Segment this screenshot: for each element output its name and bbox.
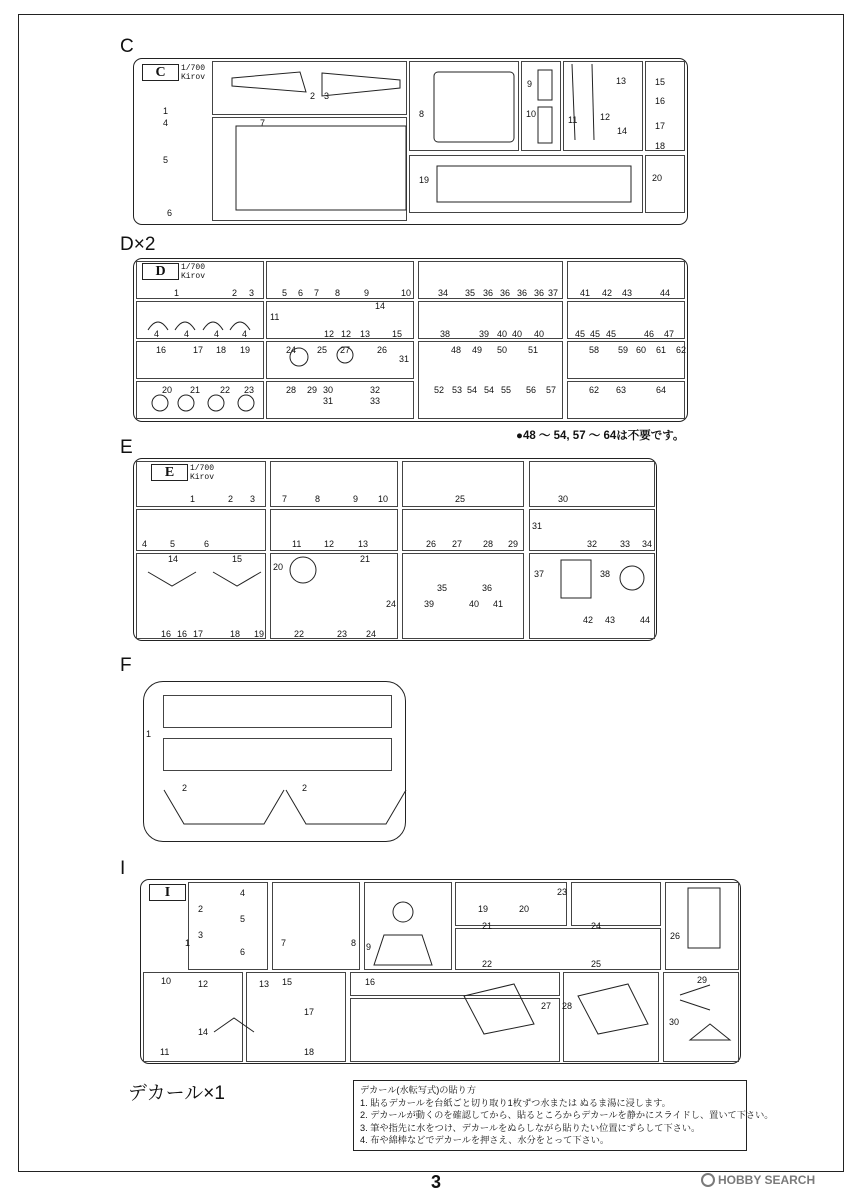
part-number: 3 xyxy=(249,288,255,298)
part-number: 5 xyxy=(170,539,176,549)
part-number: 30 xyxy=(323,385,334,395)
part-number: 43 xyxy=(622,288,633,298)
part-number: 14 xyxy=(198,1027,209,1037)
part-number: 54 xyxy=(467,385,478,395)
part-number: 11 xyxy=(292,539,302,549)
part-number: 4 xyxy=(163,118,169,128)
sprue-i-letter: I xyxy=(120,858,126,879)
part-number: 20 xyxy=(519,904,530,914)
part-number: 15 xyxy=(232,554,243,564)
hull-part-outline xyxy=(232,72,306,92)
part-number: 37 xyxy=(548,288,559,298)
part-number: 4 xyxy=(184,329,190,339)
part-number: 11 xyxy=(568,115,578,125)
part-number: 4 xyxy=(240,888,246,898)
part-number: 1 xyxy=(146,729,152,739)
part-number: 30 xyxy=(558,494,569,504)
part-number: 13 xyxy=(358,539,369,549)
decal-step: 3. 筆や指先に水をつけ、デカールをぬらしながら貼りたい位置にずらして下さい。 xyxy=(360,1122,701,1133)
part-number: 10 xyxy=(401,288,412,298)
sprue-c-tag: C xyxy=(142,64,179,81)
part-number: 9 xyxy=(353,494,359,504)
decal-step: 1. 貼るデカールを台紙ごと切り取り1枚ずつ水または ぬるま湯に浸します。 xyxy=(360,1097,671,1108)
part-number: 2 xyxy=(232,288,238,298)
part-number: 15 xyxy=(282,977,293,987)
watermark: HOBBY SEARCH xyxy=(701,1173,815,1187)
part-number: 1 xyxy=(185,938,191,948)
decal-title: デカール×1 xyxy=(128,1083,225,1104)
part-number: 4 xyxy=(142,539,148,549)
part-number: 15 xyxy=(655,77,666,87)
part-number: 3 xyxy=(198,930,204,940)
part-number: 40 xyxy=(469,599,480,609)
watermark-logo-icon xyxy=(701,1173,715,1187)
part-number: 1 xyxy=(190,494,196,504)
part-number: 29 xyxy=(307,385,318,395)
part-number: 31 xyxy=(323,396,334,406)
part-number: 27 xyxy=(340,345,351,355)
part-number: 25 xyxy=(317,345,328,355)
part-number: 55 xyxy=(501,385,512,395)
part-number: 59 xyxy=(618,345,629,355)
part-number: 62 xyxy=(676,345,687,355)
part-number: 23 xyxy=(244,385,255,395)
part-number: 2 xyxy=(182,783,188,793)
part-number: 14 xyxy=(375,301,386,311)
part-number: 26 xyxy=(377,345,388,355)
part-number: 19 xyxy=(254,629,265,639)
part-number: 35 xyxy=(437,583,448,593)
part-number: 27 xyxy=(541,1001,552,1011)
part-number: 14 xyxy=(617,126,628,136)
part-number: 17 xyxy=(193,629,204,639)
part-number: 42 xyxy=(602,288,613,298)
part-number: 22 xyxy=(482,959,493,969)
part-number: 5 xyxy=(163,155,169,165)
part-number: 46 xyxy=(644,329,655,339)
part-number: 18 xyxy=(230,629,241,639)
part-number: 48 xyxy=(451,345,462,355)
part-number: 2 xyxy=(302,783,308,793)
part-number: 28 xyxy=(286,385,297,395)
part-number: 60 xyxy=(636,345,647,355)
small-part-outline xyxy=(538,107,552,143)
part-number: 9 xyxy=(364,288,370,298)
sprue-d-scale: 1/700 Kirov xyxy=(181,263,206,281)
part-number: 30 xyxy=(669,1017,680,1027)
part-number: 21 xyxy=(482,921,493,931)
part-number: 38 xyxy=(440,329,451,339)
part-number: 58 xyxy=(589,345,600,355)
small-part-outline xyxy=(538,70,552,100)
part-number: 7 xyxy=(314,288,320,298)
part-number: 44 xyxy=(640,615,651,625)
part-number: 7 xyxy=(260,118,266,128)
part-number: 6 xyxy=(167,208,173,218)
part-number: 49 xyxy=(472,345,483,355)
part-number: 39 xyxy=(424,599,435,609)
part-number: 11 xyxy=(270,312,280,322)
hull-part-outline xyxy=(322,73,400,96)
part-number: 10 xyxy=(161,976,172,986)
part-number: 45 xyxy=(606,329,617,339)
part-number: 11 xyxy=(160,1047,170,1057)
part-number: 32 xyxy=(370,385,381,395)
part-number: 7 xyxy=(281,938,287,948)
part-number: 62 xyxy=(589,385,600,395)
sprue-e-letter: E xyxy=(120,437,133,458)
part-number: 7 xyxy=(282,494,288,504)
part-number: 13 xyxy=(360,329,371,339)
part-number: 16 xyxy=(177,629,188,639)
part-number: 18 xyxy=(304,1047,315,1057)
deck-part-outline xyxy=(236,126,406,210)
sprue-i-tag: I xyxy=(149,884,186,901)
part-number: 54 xyxy=(484,385,495,395)
part-number: 40 xyxy=(534,329,545,339)
part-number: 4 xyxy=(154,329,160,339)
part-number: 17 xyxy=(655,121,666,131)
part-number: 15 xyxy=(392,329,403,339)
part-number: 50 xyxy=(497,345,508,355)
part-number: 24 xyxy=(591,921,602,931)
part-number: 13 xyxy=(616,76,627,86)
part-number: 24 xyxy=(366,629,377,639)
part-number: 61 xyxy=(656,345,667,355)
part-number: 33 xyxy=(370,396,381,406)
part-number: 25 xyxy=(591,959,602,969)
part-number: 2 xyxy=(310,91,316,101)
part-number: 2 xyxy=(228,494,234,504)
part-number: 34 xyxy=(438,288,449,298)
part-number: 4 xyxy=(242,329,248,339)
part-number: 20 xyxy=(162,385,173,395)
part-number: 16 xyxy=(365,977,376,987)
part-number: 21 xyxy=(190,385,201,395)
page-number: 3 xyxy=(431,1172,442,1192)
part-number: 36 xyxy=(534,288,545,298)
part-number: 36 xyxy=(500,288,511,298)
part-number: 32 xyxy=(587,539,598,549)
part-number: 34 xyxy=(642,539,653,549)
sprue-e-tag: E xyxy=(151,464,188,481)
part-number: 40 xyxy=(497,329,508,339)
part-number: 43 xyxy=(605,615,616,625)
part-number: 33 xyxy=(620,539,631,549)
part-number: 23 xyxy=(337,629,348,639)
part-number: 3 xyxy=(324,91,330,101)
part-number: 22 xyxy=(294,629,305,639)
part-number: 40 xyxy=(512,329,523,339)
sprue-c-scale: 1/700 Kirov xyxy=(181,64,206,82)
part-number: 18 xyxy=(216,345,227,355)
part-number: 24 xyxy=(386,599,397,609)
part-number: 45 xyxy=(575,329,586,339)
part-number: 9 xyxy=(527,79,533,89)
part-number: 37 xyxy=(534,569,545,579)
part-number: 36 xyxy=(482,583,493,593)
part-number: 22 xyxy=(220,385,231,395)
part-number: 26 xyxy=(670,931,681,941)
part-number: 12 xyxy=(324,329,335,339)
decal-heading: デカール(水転写式)の貼り方 xyxy=(360,1085,477,1095)
part-number: 39 xyxy=(479,329,490,339)
part-number: 12 xyxy=(341,329,352,339)
part-number: 10 xyxy=(526,109,537,119)
part-number: 28 xyxy=(562,1001,573,1011)
decal-instructions-box xyxy=(353,1080,774,1151)
unused-parts-note: ●48 ～ 54, 57 ～ 64は不要です。 xyxy=(516,430,685,442)
part-number: 63 xyxy=(616,385,627,395)
part-number: 4 xyxy=(214,329,220,339)
part-number: 8 xyxy=(351,938,357,948)
part-number: 38 xyxy=(600,569,611,579)
sprue-f-letter: F xyxy=(120,655,132,676)
sprue-e-scale: 1/700 Kirov xyxy=(190,464,215,482)
part-number: 25 xyxy=(455,494,466,504)
part-number: 13 xyxy=(259,979,270,989)
part-number: 31 xyxy=(399,354,410,364)
part-number: 20 xyxy=(273,562,284,572)
part-number: 45 xyxy=(590,329,601,339)
part-number: 29 xyxy=(508,539,519,549)
sprue-c-letter: C xyxy=(120,36,134,57)
part-number: 8 xyxy=(315,494,321,504)
superstructure-outline xyxy=(434,72,514,142)
part-number: 16 xyxy=(655,96,666,106)
part-number: 23 xyxy=(557,887,568,897)
part-number: 57 xyxy=(546,385,557,395)
part-number: 6 xyxy=(298,288,304,298)
part-number: 16 xyxy=(161,629,172,639)
part-number: 51 xyxy=(528,345,539,355)
part-number: 42 xyxy=(583,615,594,625)
part-number: 10 xyxy=(378,494,389,504)
part-number: 64 xyxy=(656,385,667,395)
part-number: 12 xyxy=(600,112,611,122)
part-number: 24 xyxy=(286,345,297,355)
part-number: 12 xyxy=(324,539,335,549)
part-number: 8 xyxy=(419,109,425,119)
part-number: 36 xyxy=(483,288,494,298)
part-number: 16 xyxy=(156,345,167,355)
decal-step: 2. デカールが動くのを確認してから、貼るところからデカールを静かにスライドし、置いて下さい。 xyxy=(360,1110,774,1121)
part-number: 19 xyxy=(419,175,430,185)
sprue-d-letter: D×2 xyxy=(120,234,156,255)
part-number: 19 xyxy=(240,345,251,355)
part-number: 5 xyxy=(282,288,288,298)
part-number: 41 xyxy=(493,599,504,609)
part-number: 29 xyxy=(697,975,708,985)
part-number: 1 xyxy=(163,106,169,116)
hull-bottom-outline xyxy=(437,166,631,202)
part-number: 44 xyxy=(660,288,671,298)
part-number: 36 xyxy=(517,288,528,298)
part-number: 26 xyxy=(426,539,437,549)
part-number: 18 xyxy=(655,141,666,151)
part-number: 17 xyxy=(304,1007,315,1017)
part-number: 19 xyxy=(478,904,489,914)
part-number: 21 xyxy=(360,554,371,564)
part-number: 20 xyxy=(652,173,663,183)
part-number: 47 xyxy=(664,329,675,339)
part-number: 31 xyxy=(532,521,543,531)
part-number: 27 xyxy=(452,539,463,549)
part-number: 1 xyxy=(174,288,180,298)
part-number: 12 xyxy=(198,979,209,989)
part-number: 17 xyxy=(193,345,204,355)
part-number: 3 xyxy=(250,494,256,504)
part-number: 53 xyxy=(452,385,463,395)
part-number: 5 xyxy=(240,914,246,924)
part-number: 56 xyxy=(526,385,537,395)
part-number: 52 xyxy=(434,385,445,395)
decal-step: 4. 布や綿棒などでデカールを押さえ、水分をとって下さい。 xyxy=(360,1135,610,1146)
part-number: 35 xyxy=(465,288,476,298)
part-number: 8 xyxy=(335,288,341,298)
part-number: 2 xyxy=(198,904,204,914)
sprue-d-tag: D xyxy=(142,263,179,280)
part-number: 41 xyxy=(580,288,591,298)
part-number: 6 xyxy=(240,947,246,957)
part-number: 6 xyxy=(204,539,210,549)
part-number: 9 xyxy=(366,942,372,952)
part-number: 14 xyxy=(168,554,179,564)
part-number: 28 xyxy=(483,539,494,549)
